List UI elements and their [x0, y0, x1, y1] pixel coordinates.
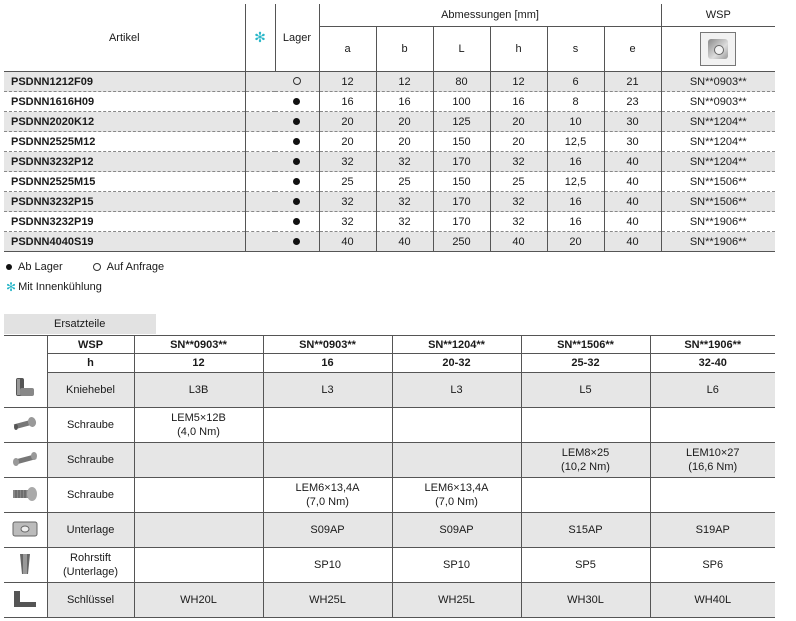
- wsp-cell: SN**1204**: [661, 152, 775, 172]
- article-code: PSDNN1616H09: [4, 92, 245, 112]
- spare-col-h-4: 32-40: [650, 354, 775, 373]
- spare-col-wsp-4: SN**1906**: [650, 336, 775, 354]
- spare-part-value: WH40L: [650, 583, 775, 618]
- filled-dot-icon: [293, 98, 300, 105]
- spare-part-value: [263, 408, 392, 443]
- article-code: PSDNN3232P19: [4, 212, 245, 232]
- dim-s: 10: [547, 112, 604, 132]
- dim-e: 40: [604, 212, 661, 232]
- spare-part-value: WH20L: [134, 583, 263, 618]
- spare-part-name: Schraube: [47, 478, 134, 513]
- dim-h: 40: [490, 232, 547, 252]
- dim-a: 40: [319, 232, 376, 252]
- header-abmessungen: Abmessungen [mm]: [319, 4, 661, 27]
- spare-part-value: [392, 443, 521, 478]
- innenkuehlung-cell: [245, 212, 275, 232]
- spare-col-wsp-3: SN**1506**: [521, 336, 650, 354]
- article-table: [4, 4, 775, 252]
- dim-L: 150: [433, 132, 490, 152]
- spare-parts-tab: Ersatzteile: [4, 314, 156, 334]
- tube-pin-icon: [4, 548, 47, 583]
- dim-b: 20: [376, 132, 433, 152]
- dim-L: 170: [433, 212, 490, 232]
- spare-part-row: [4, 373, 775, 408]
- spare-part-value: L3: [263, 373, 392, 408]
- lager-cell: [275, 212, 319, 232]
- spare-header-blank: [4, 336, 47, 373]
- dim-a: 20: [319, 112, 376, 132]
- dim-a: 32: [319, 192, 376, 212]
- spare-part-value: L5: [521, 373, 650, 408]
- open-circle-icon: [93, 263, 101, 271]
- header-dim-e: e: [604, 27, 661, 72]
- lager-cell: [275, 152, 319, 172]
- legend-innenkuehlung: Mit Innenkühlung: [18, 281, 102, 293]
- spare-part-value: WH25L: [263, 583, 392, 618]
- spare-part-value: WH25L: [392, 583, 521, 618]
- article-row: [4, 172, 775, 192]
- spare-part-value: LEM6×13,4A (7,0 Nm): [392, 478, 521, 513]
- dim-L: 150: [433, 172, 490, 192]
- header-dim-h: h: [490, 27, 547, 72]
- spare-part-name: Kniehebel: [47, 373, 134, 408]
- innenkuehlung-cell: [245, 92, 275, 112]
- dim-e: 23: [604, 92, 661, 112]
- dim-s: 16: [547, 212, 604, 232]
- spare-part-value: S15AP: [521, 513, 650, 548]
- filled-dot-icon: [293, 138, 300, 145]
- spare-part-value: S09AP: [263, 513, 392, 548]
- spare-part-name: Schraube: [47, 408, 134, 443]
- dim-e: 40: [604, 192, 661, 212]
- article-code: PSDNN2525M15: [4, 172, 245, 192]
- dim-s: 8: [547, 92, 604, 112]
- shim-icon: [4, 513, 47, 548]
- legend-ab-lager: Ab Lager: [18, 261, 63, 273]
- spare-part-value: [134, 443, 263, 478]
- dim-h: 32: [490, 192, 547, 212]
- spare-part-value: [134, 478, 263, 513]
- dim-b: 32: [376, 152, 433, 172]
- spare-part-name: Unterlage: [47, 513, 134, 548]
- spare-part-row: [4, 513, 775, 548]
- dim-a: 16: [319, 92, 376, 112]
- filled-dot-icon: [293, 178, 300, 185]
- dim-s: 20: [547, 232, 604, 252]
- dim-b: 25: [376, 172, 433, 192]
- header-wsp-image: [661, 27, 775, 72]
- innenkuehlung-cell: [245, 152, 275, 172]
- spare-part-row: [4, 408, 775, 443]
- double-end-screw-icon: [4, 443, 47, 478]
- article-code: PSDNN2525M12: [4, 132, 245, 152]
- spare-part-value: S19AP: [650, 513, 775, 548]
- article-row: [4, 212, 775, 232]
- spare-part-value: L3B: [134, 373, 263, 408]
- header-innenkuehlung: [245, 4, 275, 72]
- article-row: [4, 152, 775, 172]
- dim-h: 25: [490, 172, 547, 192]
- dim-L: 125: [433, 112, 490, 132]
- dim-e: 40: [604, 172, 661, 192]
- spare-part-row: [4, 443, 775, 478]
- lager-cell: [275, 112, 319, 132]
- innenkuehlung-cell: [245, 72, 275, 92]
- spare-col-h-3: 25-32: [521, 354, 650, 373]
- spare-col-h-1: 16: [263, 354, 392, 373]
- spare-part-value: SP6: [650, 548, 775, 583]
- dim-b: 32: [376, 192, 433, 212]
- dim-s: 12,5: [547, 172, 604, 192]
- wsp-cell: SN**1906**: [661, 212, 775, 232]
- spare-part-value: SP10: [392, 548, 521, 583]
- header-dim-s: s: [547, 27, 604, 72]
- wsp-cell: SN**1204**: [661, 132, 775, 152]
- spare-header-h: h: [47, 354, 134, 373]
- spare-part-value: [392, 408, 521, 443]
- spare-part-value: LEM10×27 (16,6 Nm): [650, 443, 775, 478]
- legend-auf-anfrage: Auf Anfrage: [106, 261, 165, 273]
- article-row: [4, 132, 775, 152]
- spare-part-row: [4, 548, 775, 583]
- lager-cell: [275, 192, 319, 212]
- screw-icon: [4, 408, 47, 443]
- article-code: PSDNN4040S19: [4, 232, 245, 252]
- spare-part-value: LEM6×13,4A (7,0 Nm): [263, 478, 392, 513]
- innenkuehlung-cell: [245, 132, 275, 152]
- dim-h: 12: [490, 72, 547, 92]
- hex-key-icon: [4, 583, 47, 618]
- spare-part-value: LEM8×25 (10,2 Nm): [521, 443, 650, 478]
- header-dim-b: b: [376, 27, 433, 72]
- dim-L: 250: [433, 232, 490, 252]
- spare-col-wsp-1: SN**0903**: [263, 336, 392, 354]
- spare-part-value: [650, 478, 775, 513]
- dim-h: 20: [490, 132, 547, 152]
- dim-a: 32: [319, 212, 376, 232]
- spare-header-wsp: WSP: [47, 336, 134, 354]
- dim-a: 12: [319, 72, 376, 92]
- spare-col-wsp-0: SN**0903**: [134, 336, 263, 354]
- dim-a: 32: [319, 152, 376, 172]
- spare-part-value: L3: [392, 373, 521, 408]
- dim-e: 40: [604, 152, 661, 172]
- article-code: PSDNN3232P12: [4, 152, 245, 172]
- filled-dot-icon: [6, 264, 12, 270]
- dim-b: 32: [376, 212, 433, 232]
- insert-icon: [700, 32, 736, 66]
- snowflake-icon: ✻: [254, 29, 266, 45]
- wsp-cell: SN**0903**: [661, 92, 775, 112]
- spare-col-h-2: 20-32: [392, 354, 521, 373]
- snowflake-icon: ✻: [6, 280, 17, 294]
- dim-h: 32: [490, 212, 547, 232]
- filled-dot-icon: [293, 218, 300, 225]
- filled-dot-icon: [293, 118, 300, 125]
- lager-cell: [275, 92, 319, 112]
- dim-h: 20: [490, 112, 547, 132]
- dim-e: 30: [604, 132, 661, 152]
- dim-a: 20: [319, 132, 376, 152]
- spare-part-value: [650, 408, 775, 443]
- header-dim-L: L: [433, 27, 490, 72]
- dim-h: 16: [490, 92, 547, 112]
- header-wsp: WSP: [661, 4, 775, 27]
- header-artikel: Artikel: [4, 4, 245, 72]
- lager-cell: [275, 132, 319, 152]
- header-dim-a: a: [319, 27, 376, 72]
- filled-dot-icon: [293, 158, 300, 165]
- dim-L: 170: [433, 192, 490, 212]
- lager-cell: [275, 72, 319, 92]
- wsp-cell: SN**1506**: [661, 172, 775, 192]
- article-row: [4, 232, 775, 252]
- spare-part-value: SP5: [521, 548, 650, 583]
- dim-e: 30: [604, 112, 661, 132]
- spare-part-value: [521, 408, 650, 443]
- dim-L: 100: [433, 92, 490, 112]
- spare-col-wsp-2: SN**1204**: [392, 336, 521, 354]
- dim-b: 40: [376, 232, 433, 252]
- filled-dot-icon: [293, 198, 300, 205]
- wsp-cell: SN**1506**: [661, 192, 775, 212]
- open-circle-icon: [293, 77, 301, 85]
- article-row: [4, 92, 775, 112]
- spare-part-value: [134, 513, 263, 548]
- spare-part-value: WH30L: [521, 583, 650, 618]
- article-row: [4, 112, 775, 132]
- article-row: [4, 192, 775, 212]
- spare-part-value: S09AP: [392, 513, 521, 548]
- dim-L: 170: [433, 152, 490, 172]
- dim-e: 21: [604, 72, 661, 92]
- lager-cell: [275, 172, 319, 192]
- spare-part-row: [4, 583, 775, 618]
- dim-s: 16: [547, 152, 604, 172]
- spare-part-name: Rohrstift (Unterlage): [47, 548, 134, 583]
- innenkuehlung-cell: [245, 232, 275, 252]
- wsp-cell: SN**1204**: [661, 112, 775, 132]
- spare-col-h-0: 12: [134, 354, 263, 373]
- dim-b: 16: [376, 92, 433, 112]
- dim-s: 12,5: [547, 132, 604, 152]
- dim-a: 25: [319, 172, 376, 192]
- spare-parts-table: [4, 335, 775, 618]
- article-row: [4, 72, 775, 92]
- spare-part-row: [4, 478, 775, 513]
- dim-s: 6: [547, 72, 604, 92]
- clamp-lever-icon: [4, 373, 47, 408]
- dim-s: 16: [547, 192, 604, 212]
- innenkuehlung-cell: [245, 112, 275, 132]
- dim-L: 80: [433, 72, 490, 92]
- wsp-cell: SN**1906**: [661, 232, 775, 252]
- dim-b: 20: [376, 112, 433, 132]
- innenkuehlung-cell: [245, 172, 275, 192]
- article-code: PSDNN1212F09: [4, 72, 245, 92]
- wsp-cell: SN**0903**: [661, 72, 775, 92]
- innenkuehlung-cell: [245, 192, 275, 212]
- article-code: PSDNN3232P15: [4, 192, 245, 212]
- spare-part-value: L6: [650, 373, 775, 408]
- spare-part-name: Schlüssel: [47, 583, 134, 618]
- spare-part-value: SP10: [263, 548, 392, 583]
- dim-e: 40: [604, 232, 661, 252]
- header-lager: Lager: [275, 4, 319, 72]
- spare-part-value: [521, 478, 650, 513]
- filled-dot-icon: [293, 238, 300, 245]
- article-code: PSDNN2020K12: [4, 112, 245, 132]
- dim-b: 12: [376, 72, 433, 92]
- dim-h: 32: [490, 152, 547, 172]
- spare-part-name: Schraube: [47, 443, 134, 478]
- legend: [6, 257, 164, 297]
- spare-part-value: LEM5×12B (4,0 Nm): [134, 408, 263, 443]
- spare-part-value: [263, 443, 392, 478]
- lager-cell: [275, 232, 319, 252]
- spare-part-value: [134, 548, 263, 583]
- threaded-screw-icon: [4, 478, 47, 513]
